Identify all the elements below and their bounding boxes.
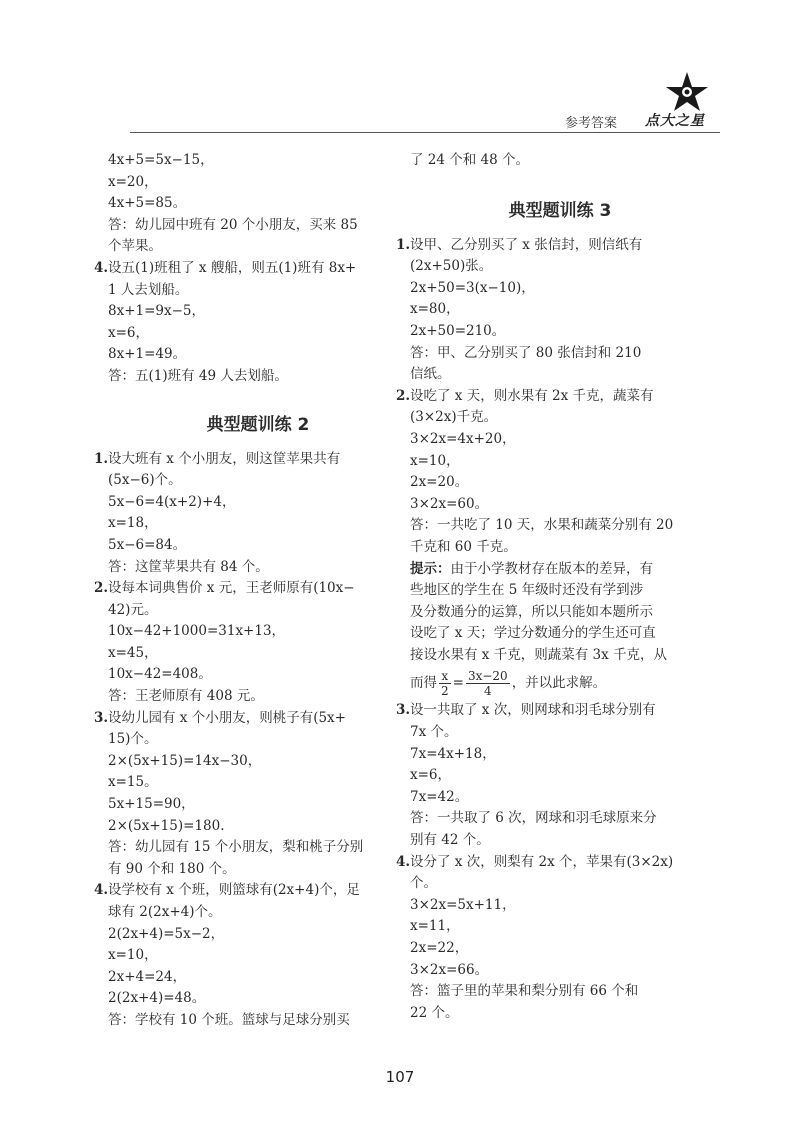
text-line: 答：学校有 10 个班。篮球与足球分别买 xyxy=(108,1011,350,1028)
text-line: 答：五(1)班有 49 人去划船。 xyxy=(108,367,288,384)
answer-item xyxy=(94,708,411,881)
item-number: 3. xyxy=(94,709,109,726)
text-line: 球有 2(2x+4)个。 xyxy=(108,904,222,920)
text-line: 7x=4x+18， xyxy=(410,745,496,762)
text-line: x=6， xyxy=(108,324,150,341)
text-line: 5x+15=90， xyxy=(108,796,195,813)
item-number: 4. xyxy=(94,259,109,276)
text-line: 8x+1=9x−5， xyxy=(108,303,206,320)
text-line: 设五(1)班租了 x 艘船，则五(1)班有 8x+ xyxy=(108,259,357,276)
text-line: 设幼儿园有 x 个小朋友，则桃子有(5x+ xyxy=(108,709,346,726)
text-line: 设甲、乙分别买了 x 张信封，则信纸有 xyxy=(410,236,643,253)
text-line: 个苹果。 xyxy=(108,238,162,255)
text-line: 3×2x=66。 xyxy=(410,961,489,978)
text-line: 3×2x=4x+20， xyxy=(410,430,516,447)
hint-suffix: ，并以此求解。 xyxy=(511,675,607,692)
text-line: 10x−42=408。 xyxy=(108,666,212,683)
text-line: 答：一共吃了 10 天，水果和蔬菜分别有 20 xyxy=(410,517,674,534)
text-line: x=20， xyxy=(108,173,158,190)
text-line: 2x=22， xyxy=(410,940,469,956)
text-line: 1 人去划船。 xyxy=(108,281,189,298)
text-line: 答：篮子里的苹果和梨分别有 66 个和 xyxy=(410,983,639,1000)
item-number: 2. xyxy=(396,387,411,404)
hint-line: 设吃了 x 天；学过分数通分的学生还可直 xyxy=(410,625,656,642)
fraction-numerator: x xyxy=(439,669,451,684)
text-line: 4x+5=5x−15， xyxy=(108,152,214,168)
hint-label: 提示： xyxy=(410,560,451,577)
answer-item xyxy=(396,235,710,386)
text-line: 42)元。 xyxy=(108,601,158,618)
text-line: 2x+50=3(x−10)， xyxy=(410,279,535,296)
header-brand: 点大之星 xyxy=(645,113,705,129)
item-number: 1. xyxy=(94,450,109,467)
text-line: 7x 个。 xyxy=(410,724,458,741)
text-line: x=11， xyxy=(410,918,460,935)
hint-text: 由于小学教材存在版本的差异，有 xyxy=(450,560,653,577)
answer-item xyxy=(396,852,710,1025)
item-number: 3. xyxy=(396,702,411,719)
text-line: x=80， xyxy=(410,301,460,318)
text-line: 答：幼儿园中班有 20 个小朋友，买来 85 xyxy=(108,216,358,233)
text-line: 22 个。 xyxy=(410,1004,459,1021)
text-line: 信纸。 xyxy=(410,366,451,383)
text-line: (2x+50)张。 xyxy=(410,258,493,275)
text-line: 2×(5x+15)=180. xyxy=(108,817,225,834)
text-line: 2(2x+4)=48。 xyxy=(108,990,206,1007)
header-rule xyxy=(130,132,720,133)
text-line: x=6， xyxy=(410,767,452,784)
equals-sign: = xyxy=(452,675,464,692)
hint-formula-line xyxy=(410,666,710,700)
fraction-denominator: 4 xyxy=(484,684,492,699)
text-line: (3×2x)千克。 xyxy=(410,409,498,426)
text-line: 4x+5=85。 xyxy=(108,195,187,212)
answer-item xyxy=(94,258,408,388)
text-line: 2x+4=24， xyxy=(108,968,187,985)
hint-line: 接设水果有 x 千克，则蔬菜有 3x 千克，从 xyxy=(410,646,667,663)
text-line: 了 24 个和 48 个。 xyxy=(410,152,530,168)
item-number: 4. xyxy=(396,853,411,870)
text-line: 2x=20。 xyxy=(410,474,469,491)
text-line: 8x+1=49。 xyxy=(108,346,187,363)
fraction-numerator: 3x−20 xyxy=(467,669,508,684)
text-line: x=45， xyxy=(108,644,158,661)
answer-item xyxy=(94,449,408,579)
text-line: 答：幼儿园有 15 个小朋友，梨和桃子分别 xyxy=(108,839,364,856)
left-column xyxy=(94,150,411,1032)
text-line: 答：这筐苹果共有 84 个。 xyxy=(108,558,269,575)
item-number: 2. xyxy=(94,580,109,597)
hint-line: 及分数通分的运算，所以只能如本题所示 xyxy=(410,603,653,620)
item-number: 1. xyxy=(396,236,411,253)
text-line: 设每本词典售价 x 元，王老师原有(10x− xyxy=(108,580,355,597)
text-line: 2×(5x+15)=14x−30， xyxy=(108,752,262,769)
text-line: 有 90 个和 180 个。 xyxy=(108,860,236,877)
answer-item xyxy=(396,386,710,559)
hint-prefix: 而得 xyxy=(410,675,437,692)
text-line: 15)个。 xyxy=(108,731,158,748)
text-line: 答：甲、乙分别买了 80 张信封和 210 xyxy=(410,344,642,361)
fraction xyxy=(439,669,451,698)
text-line: 5x−6=84。 xyxy=(108,536,187,553)
header-title: 参考答案 xyxy=(565,116,618,131)
item-number: 4. xyxy=(94,882,109,899)
text-line: x=15。 xyxy=(108,774,158,791)
text-line: x=10， xyxy=(108,947,158,964)
text-line: 别有 42 个。 xyxy=(410,832,490,849)
text-line: 2(2x+4)=5x−2， xyxy=(108,925,225,942)
text-line: 设分了 x 次，则梨有 2x 个，苹果有(3×2x) xyxy=(410,853,674,870)
text-line: x=18， xyxy=(108,515,158,532)
text-line: x=10， xyxy=(410,452,460,469)
hint-block xyxy=(410,559,710,701)
text-line: 设学校有 x 个班，则篮球有(2x+4)个，足 xyxy=(108,882,360,899)
text-line: 3×2x=5x+11， xyxy=(410,896,516,913)
fraction-denominator: 2 xyxy=(441,684,449,699)
text-line: 设大班有 x 个小朋友，则这筐苹果共有 xyxy=(108,450,341,467)
text-line: 7x=42。 xyxy=(410,788,469,805)
text-line: 千克和 60 千克。 xyxy=(410,538,517,555)
section-title: 典型题训练 2 xyxy=(206,414,310,435)
right-column xyxy=(396,150,710,1024)
hint-line xyxy=(410,559,710,581)
answer-item xyxy=(94,578,408,708)
text-line: 答：王老师原有 408 元。 xyxy=(108,688,264,705)
page-number: 107 xyxy=(385,1068,415,1086)
text-line: (5x−6)个。 xyxy=(108,472,182,489)
text-line: 3×2x=60。 xyxy=(410,495,489,512)
section-title: 典型题训练 3 xyxy=(508,200,612,221)
answer-item xyxy=(396,700,710,851)
text-line: 设一共取了 x 次，则网球和羽毛球分别有 xyxy=(410,702,656,719)
text-line: 个。 xyxy=(410,875,437,892)
text-line: 设吃了 x 天，则水果有 2x 千克，蔬菜有 xyxy=(410,387,654,404)
text-line: 答：一共取了 6 次，网球和羽毛球原来分 xyxy=(410,810,657,827)
text-line: 10x−42+1000=31x+13， xyxy=(108,623,286,640)
answer-item xyxy=(94,880,408,1031)
text-line: 2x+50=210。 xyxy=(410,322,506,339)
fraction xyxy=(466,669,510,698)
text-line: 5x−6=4(x+2)+4， xyxy=(108,493,236,510)
hint-line: 些地区的学生在 5 年级时还没有学到涉 xyxy=(410,582,644,599)
star-logo-icon xyxy=(662,70,712,114)
page-header xyxy=(0,0,800,140)
left-top-block xyxy=(108,150,411,258)
